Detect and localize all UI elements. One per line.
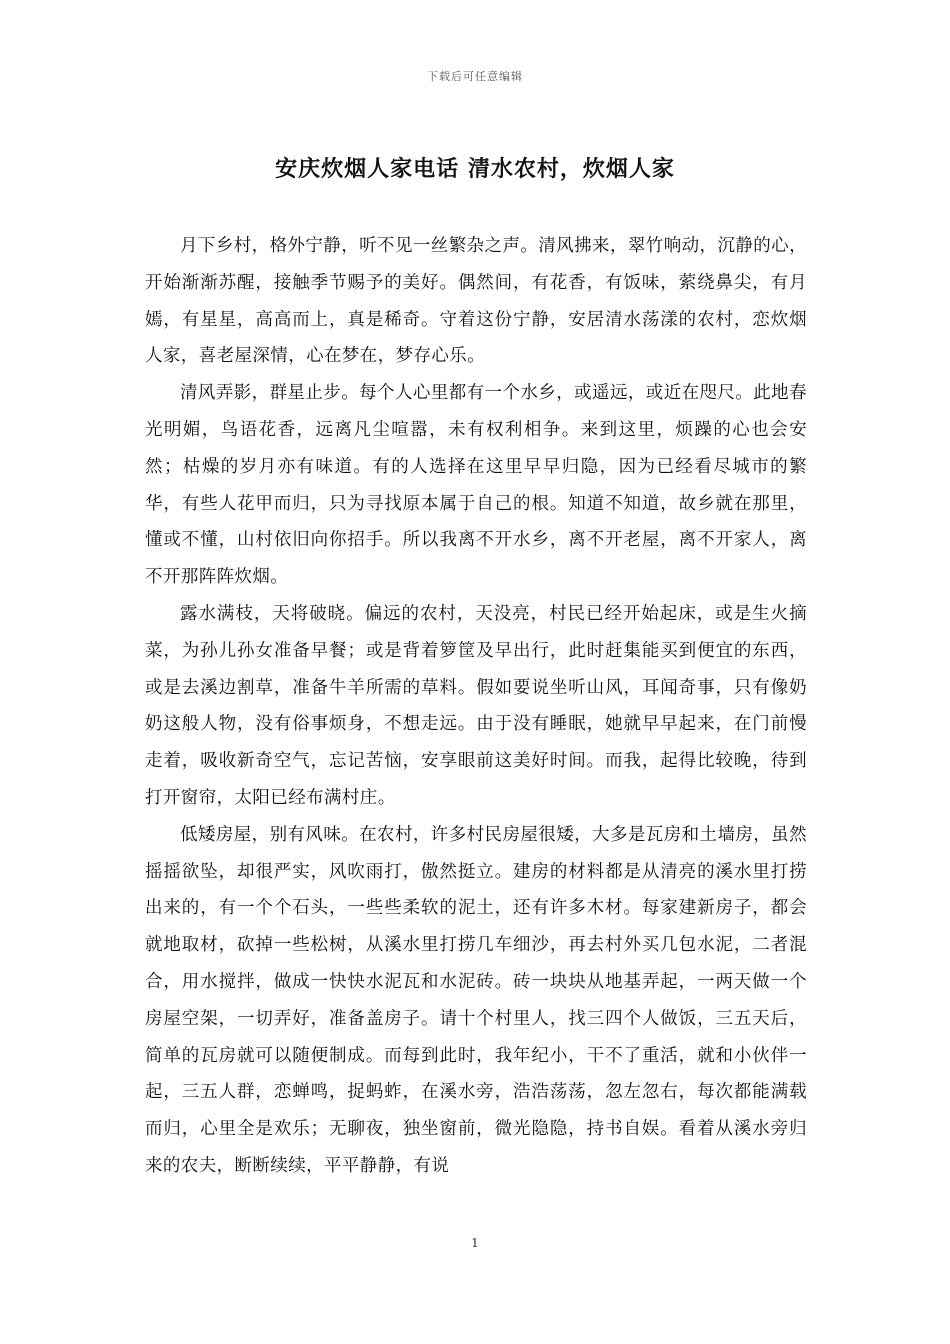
document-body: [145, 228, 807, 1185]
header-note: 下载后可任意编辑: [427, 70, 523, 83]
paragraph-2: 清风弄影，群星止步。每个人心里都有一个水乡，或遥远，或近在咫尺。此地春光明媚，鸟语花香，远离凡尘喧嚣，未有权利相争。来到这里，烦躁的心也会安然；枯燥的岁月亦有味道。有的人选择在这里早早归隐，因为已经看尽城市的繁华，有些人花甲而归，只为寻找原本属于自己的根。知道不知道，故乡就在那里，懂或不懂，山村依旧向你招手。所以我离不开水乡，离不开老屋，离不开家人，离不开那阵阵炊烟。: [145, 383, 807, 588]
page-number: 1: [471, 1236, 479, 1250]
paragraph-3: 露水满枝，天将破晓。偏远的农村，天没亮，村民已经开始起床，或是生火摘菜，为孙儿孙女准备早餐；或是背着箩筐及早出行，此时赶集能买到便宜的东西，或是去溪边割草，准备牛羊所需的草料。假如要说坐听山风，耳闻奇事，只有像奶奶这般人物，没有俗事烦身，不想走远。由于没有睡眠，她就早早起来，在门前慢走着，吸收新奇空气，忘记苦恼，安享眼前这美好时间。而我，起得比较晚，待到打开窗帘，太阳已经布满村庄。: [145, 603, 807, 808]
paragraph-1: 月下乡村，格外宁静，听不见一丝繁杂之声。清风拂来，翠竹响动，沉静的心，开始渐渐苏醒，接触季节赐予的美好。偶然间，有花香，有饭味，萦绕鼻尖，有月嫣，有星星，高高而上，真是稀奇。守着这份宁静，安居清水荡漾的农村，恋炊烟人家，喜老屋深情，心在梦在，梦存心乐。: [145, 236, 807, 367]
paragraph-4: 低矮房屋，别有风味。在农村，许多村民房屋很矮，大多是瓦房和土墙房，虽然摇摇欲坠，却很严实，风吹雨打，傲然挺立。建房的材料都是从清亮的溪水里打捞出来的，有一个个石头，一些些柔软的泥土，还有许多木材。每家建新房子，都会就地取材，砍掉一些松树，从溪水里打捞几车细沙，再去村外买几包水泥，二者混合，用水搅拌，做成一快快水泥瓦和水泥砖。砖一块块从地基弄起，一两天做一个房屋空架，一切弄好，准备盖房子。请十个村里人，找三四个人做饭，三五天后，简单的瓦房就可以随便制成。而每到此时，我年纪小，干不了重活，就和小伙伴一起，三五人群，恋蝉鸣，捉蚂蚱，在溪水旁，浩浩荡荡，忽左忽右，每次都能满载而归，心里全是欢乐；无聊夜，独坐窗前，微光隐隐，持书自娱。看着从溪水旁归来的农夫，断断续续，平平静静，有说: [145, 824, 807, 1176]
document-title: 安庆炊烟人家电话 清水农村，炊烟人家: [275, 156, 675, 182]
